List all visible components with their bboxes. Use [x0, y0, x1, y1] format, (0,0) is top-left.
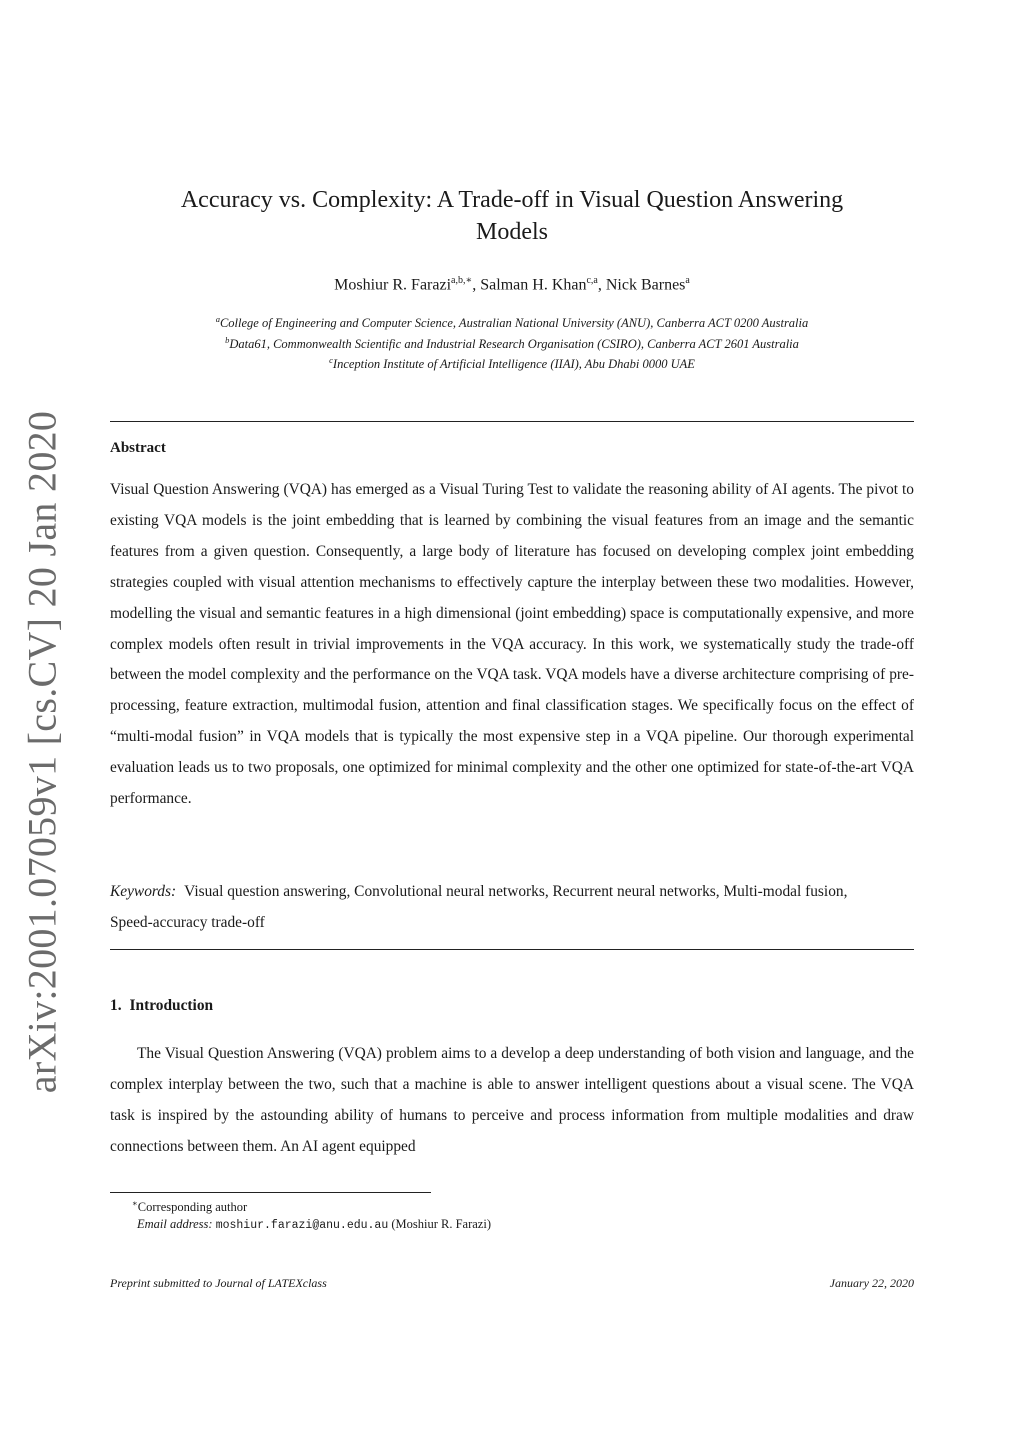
introduction-paragraph: The Visual Question Answering (VQA) problem aims to a develop a deep understanding of both vision and language, and the complex interplay between the two, such that a machine is able to answer intelligent questions about a visual scene. The VQA task is inspired by the astounding ability of humans to perceive and process information from multiple modalities and draw connections between them. An AI agent equipped — [110, 1045, 914, 1155]
affiliation-line — [110, 332, 914, 353]
email-owner: (Moshiur R. Farazi) — [391, 1217, 491, 1232]
footnote-email-line — [110, 1216, 914, 1234]
footer-preprint-note: Preprint submitted to Journal of LATEXclass — [110, 1276, 327, 1290]
keywords-label: Keywords: — [110, 883, 177, 900]
title-line-2: Models — [476, 219, 548, 245]
paper-title — [110, 184, 914, 248]
arxiv-identifier-stamp: arXiv:2001.07059v1 [cs.CV] 20 Jan 2020 — [19, 410, 65, 1094]
abstract-heading: Abstract — [110, 440, 166, 456]
section-heading-introduction — [110, 997, 213, 1015]
email-address-link[interactable]: moshiur.farazi@anu.edu.au — [215, 1219, 389, 1233]
affiliation-mark: b — [225, 334, 230, 345]
footnote-corresponding-text: Corresponding author — [137, 1200, 248, 1215]
author-affil-marks: a,b,∗ — [451, 275, 473, 286]
author-name: Moshiur R. Farazi — [334, 276, 452, 294]
keywords-text: Visual question answering, Convolutional neural networks, Recurrent neural networks, Multi-modal fusion, Speed-accuracy trade-off — [110, 883, 848, 931]
title-line-1: Accuracy vs. Complexity: A Trade-off in Visual Question Answering — [180, 187, 844, 213]
affiliation-text: Inception Institute of Artificial Intelligence (IIAI), Abu Dhabi 0000 UAE — [332, 357, 695, 372]
affiliation-mark: c — [329, 355, 333, 366]
affiliation-line — [110, 311, 914, 332]
author-name: Salman H. Khan — [480, 276, 587, 294]
affiliation-line — [110, 352, 914, 373]
affiliation-mark: a — [215, 314, 220, 324]
section-title: Introduction — [129, 997, 214, 1014]
email-label: Email address: — [137, 1217, 213, 1232]
footer-date: January 22, 2020 — [829, 1276, 914, 1290]
abstract-top-rule — [110, 421, 914, 422]
abstract-bottom-rule — [110, 949, 914, 950]
author-affil-marks: c,a — [586, 275, 598, 286]
footnote — [110, 1195, 914, 1234]
keywords-block — [110, 877, 890, 939]
footnote-mark: ∗ — [132, 1198, 138, 1208]
page-footer — [110, 1276, 914, 1291]
abstract-body: Visual Question Answering (VQA) has emerged as a Visual Turing Test to validate the reasoning ability of AI agents. The pivot to existing VQA models is the joint embedding that is learned by combining the visual features from an image and the semantic features from a given question. Consequently, a large body of literature has focused on developing complex joint embedding strategies coupled with visual attention mechanisms to effectively capture the interplay between these two modalities. However, modelling the visual and semantic features in a high dimensional (joint embedding) space is computationally expensive, and more complex models often result in trivial improvements in the VQA accuracy. In this work, we systematically study the trade-off between the model complexity and the performance on the VQA task. VQA models have a diverse architecture comprising of pre-processing, feature extraction, multimodal fusion, attention and final classification stages. We specifically focus on the effect of “multi-modal fusion” in VQA models that is typically the most expensive step in a VQA pipeline. Our thorough experimental evaluation leads us to two proposals, one optimized for minimal complexity and the other one optimized for state-of-the-art VQA performance. — [110, 481, 914, 808]
affiliation-text: Data61, Commonwealth Scientific and Industrial Research Organisation (CSIRO), Canberra ACT 2601 Australia — [229, 336, 799, 351]
section-number: 1. — [110, 997, 122, 1014]
affiliation-list — [110, 311, 914, 373]
author-name: Nick Barnes — [605, 276, 686, 294]
author-list: Moshiur R. Farazi$^{a,b,∗}$, Salman H. Khan$^{c,a}$, Nick Barnes$^a$ — [334, 275, 690, 294]
affiliation-text: College of Engineering and Computer Science, Australian National University (ANU), Canberra ACT 0200 Australia — [219, 316, 809, 331]
footnote-corresponding — [110, 1195, 914, 1216]
author-affil-marks: a — [685, 275, 690, 286]
footnote-rule — [110, 1192, 431, 1193]
